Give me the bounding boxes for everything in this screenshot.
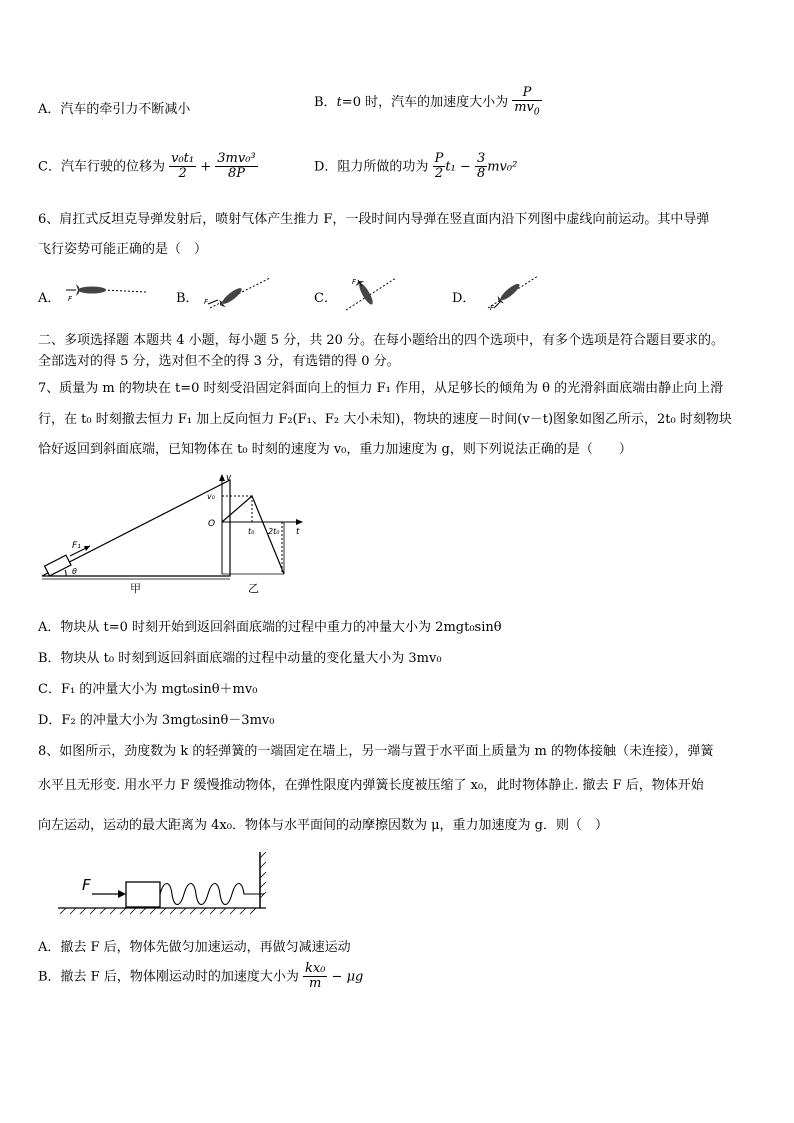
q7-figure-yi-vt-graph	[204, 470, 308, 600]
svg-text:F: F	[204, 298, 209, 306]
svg-text:v₀: v₀	[207, 492, 215, 501]
q5-option-a: A．汽车的牵引力不断减小	[38, 102, 191, 117]
q6-option-c-figure	[338, 272, 398, 312]
svg-text:乙: 乙	[248, 582, 259, 595]
q7-stem-line3: 恰好返回到斜面底端，已知物体在 t₀ 时刻的速度为 v₀，重力加速度为 g，则下列说法正确的是（ ）	[38, 442, 632, 457]
q6-option-b-figure	[200, 274, 272, 312]
q5-d-fraction-2: $\frac{3}{8}$	[476, 151, 486, 182]
svg-text:θ: θ	[72, 567, 77, 576]
svg-text:t: t	[296, 527, 300, 537]
svg-text:F₁: F₁	[72, 541, 81, 551]
svg-text:F: F	[352, 278, 357, 286]
svg-text:2t₀: 2t₀	[268, 527, 280, 536]
q6-option-a-figure	[64, 276, 148, 306]
q6-option-d-label: D．	[452, 291, 476, 306]
q6-option-a-label: A．	[38, 291, 61, 306]
svg-text:甲: 甲	[130, 582, 141, 595]
q8-option-a: A．撤去 F 后，物体先做匀加速运动，再做匀减速运动	[38, 940, 351, 955]
q6-stem-line1: 6、肩扛式反坦克导弹发射后，喷射气体产生推力 F，一段时间内导弹在竖直面内沿下列图中虚线向前运动。其中导弹	[38, 212, 710, 227]
q5-c-fraction-1: $\frac{\text{v₀t₁}}{2}$	[171, 151, 195, 182]
q6-option-c-label: C．	[314, 291, 337, 306]
svg-text:F: F	[82, 876, 91, 894]
q8-option-b: B．撤去 F 后，物体刚运动时的加速度大小为 $\frac{\text{kx₀}}{m}$ − μg	[38, 961, 364, 992]
q5-b-fraction: $\frac{P}{mv_0}$	[514, 85, 540, 118]
svg-text:O: O	[208, 519, 216, 529]
q6-stem-line2: 飞行姿势可能正确的是（ ）	[38, 242, 208, 257]
q7-stem-line2: 行，在 t₀ 时刻撤去恒力 F₁ 加上反向恒力 F₂(F₁、F₂ 大小未知)，物块的速度－时间(v－t)图象如图乙所示，2t₀ 时刻物块	[38, 412, 732, 427]
q7-option-d: D．F₂ 的冲量大小为 3mgt₀sinθ－3mv₀	[38, 713, 275, 728]
svg-text:t₀: t₀	[248, 527, 255, 536]
q5-c-fraction-2: $\frac{\text{3mv₀³}}{8P}$	[217, 151, 256, 182]
q8-stem-line3: 向左运动，运动的最大距离为 4x₀．物体与水平面间的动摩擦因数为 μ，重力加速度为 g．则（ ）	[38, 818, 608, 833]
q5-option-c: C．汽车行驶的位移为 $\frac{\text{v₀t₁}}{2}$ + $\frac{\text{3mv₀³}}{8P}$	[38, 151, 256, 182]
svg-text:v: v	[226, 473, 232, 483]
q6-option-d-figure	[480, 272, 540, 312]
svg-text:F: F	[490, 304, 495, 312]
q5-option-b: B．t=0 时，汽车的加速度大小为 $\frac{P}{mv_0}$	[314, 85, 540, 118]
q5-d-fraction-1: $\frac{P}{2}$	[434, 151, 444, 182]
q8-stem-line2: 水平且无形变. 用水平力 F 缓慢推动物体，在弹性限度内弹簧长度被压缩了 x₀，此时物体静止. 撤去 F 后，物体开始	[38, 778, 704, 793]
q7-option-b: B．物块从 t₀ 时刻到返回斜面底端的过程中动量的变化量大小为 3mv₀	[38, 651, 442, 666]
q8-b-fraction: $\frac{\text{kx₀}}{m}$	[304, 961, 326, 992]
q7-stem-line1: 7、质量为 m 的物块在 t=0 时刻受沿固定斜面向上的恒力 F₁ 作用，从足够长的倾角为 θ 的光滑斜面底端由静止向上滑	[38, 381, 724, 396]
q7-option-c: C．F₁ 的冲量大小为 mgt₀sinθ＋mv₀	[38, 682, 258, 697]
q8-spring-figure	[56, 852, 270, 916]
q8-stem-line1: 8、如图所示，劲度数为 k 的轻弹簧的一端固定在墙上，另一端与置于水平面上质量为 m 的物体接触（未连接），弹簧	[38, 744, 714, 759]
section2-heading-line2: 全部选对的得 5 分，选对但不全的得 3 分，有选错的得 0 分。	[38, 354, 400, 369]
section2-heading-line1: 二、多项选择题 本题共 4 小题，每小题 5 分，共 20 分。在每小题给出的四个选项中，有多个选项是符合题目要求的。	[38, 333, 725, 348]
svg-text:F: F	[68, 295, 73, 303]
q7-option-a: A．物块从 t=0 时刻开始到返回斜面底端的过程中重力的冲量大小为 2mgt₀sinθ	[38, 620, 502, 635]
q5-option-d: D．阻力所做的功为 $\frac{P}{2}$ t₁ − $\frac{3}{8}$ mv₀²	[314, 151, 518, 182]
q6-option-b-label: B．	[176, 291, 199, 306]
